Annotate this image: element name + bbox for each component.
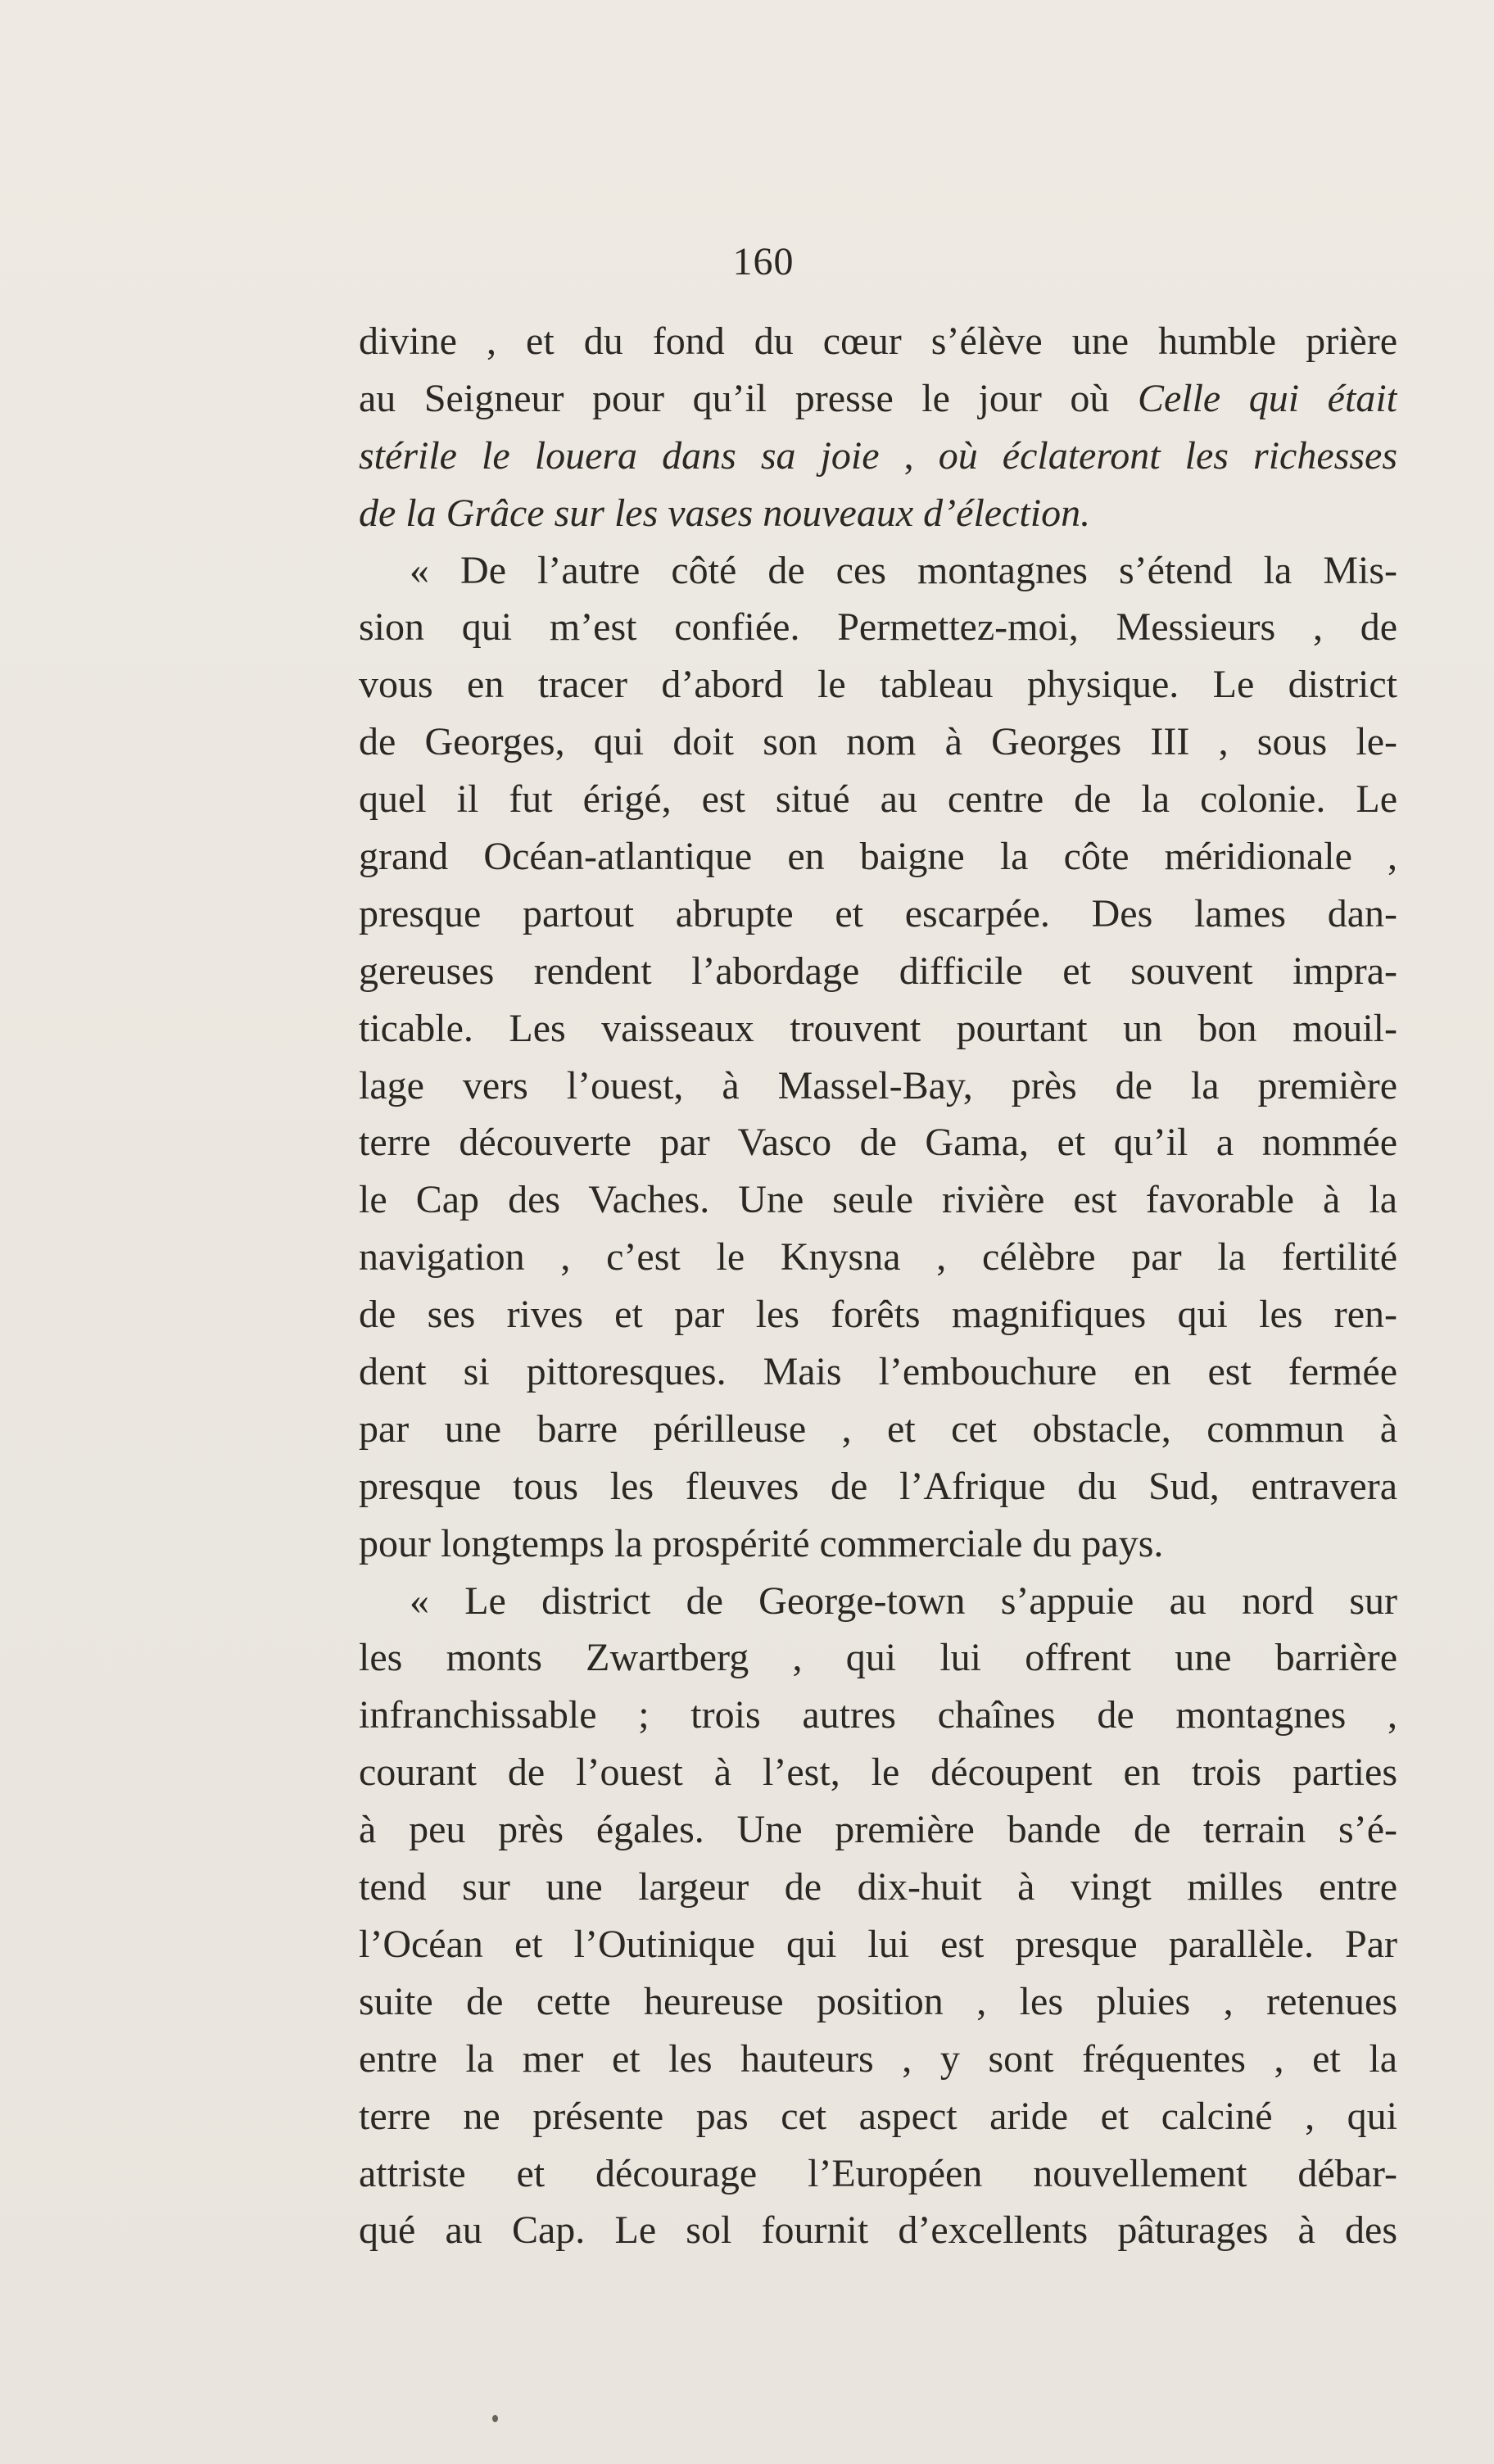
text-segment: terre découverte par Vasco de Gama, et qu’il a nommée — [359, 1121, 1397, 1165]
text-segment: suite de cette heureuse position , les pluies , retenues — [359, 1979, 1397, 2023]
text-segment: l’Océan et l’Outinique qui lui est presque parallèle. Par — [359, 1922, 1397, 1966]
text-line — [359, 1629, 1397, 1687]
text-segment: , — [879, 433, 939, 478]
text-line — [359, 828, 1397, 886]
text-line — [359, 1859, 1397, 1916]
text-segment: pour longtemps la prospérité commerciale du pays. — [359, 1521, 1164, 1565]
text-line — [359, 2202, 1397, 2259]
text-segment: au Seigneur pour qu’il presse le jour où — [359, 376, 1138, 420]
text-line — [359, 1801, 1397, 1859]
text-segment: à peu près égales. Une première bande de terrain s’é- — [359, 1808, 1397, 1852]
text-segment: tend sur une largeur de dix-huit à vingt milles entre — [359, 1865, 1397, 1909]
text-line — [359, 1058, 1397, 1115]
text-line — [359, 370, 1397, 428]
text-line — [359, 2145, 1397, 2203]
text-segment: gereuses rendent l’abordage difficile et souvent impra- — [359, 949, 1397, 993]
text-line — [359, 1744, 1397, 1801]
text-segment: lage vers l’ouest, à Massel-Bay, près de la première — [359, 1063, 1397, 1107]
text-line — [359, 1687, 1397, 1744]
text-line — [359, 2031, 1397, 2088]
text-segment: le Cap des Vaches. Une seule rivière est favorable à la — [359, 1178, 1397, 1222]
text-segment: terre ne présente pas cet aspect aride et calciné , qui — [359, 2094, 1397, 2138]
text-line — [359, 886, 1397, 943]
text-line — [359, 1515, 1397, 1573]
text-line — [359, 313, 1397, 370]
text-line — [359, 1916, 1397, 1973]
text-segment: presque tous les fleuves de l’Afrique du Sud, entravera — [359, 1464, 1397, 1508]
text-line — [359, 771, 1397, 828]
text-line — [359, 1973, 1397, 2031]
italic-text: où éclateront les richesses — [938, 433, 1397, 478]
text-line — [359, 1343, 1397, 1401]
text-segment: presque partout abrupte et escarpée. Des lames dan- — [359, 891, 1397, 935]
text-line — [359, 1114, 1397, 1171]
text-segment: infranchissable ; trois autres chaînes de montagnes , — [359, 1693, 1397, 1737]
text-line — [359, 599, 1397, 656]
text-segment: de ses rives et par les forêts magnifiques qui les ren- — [359, 1293, 1397, 1337]
text-segment: ticable. Les vaisseaux trouvent pourtant un bon mouil- — [359, 1006, 1397, 1050]
text-segment: vous en tracer d’abord le tableau physique. Le district — [359, 663, 1397, 707]
text-line — [359, 1286, 1397, 1343]
text-segment: « De l’autre côté de ces montagnes s’étend la Mis- — [410, 548, 1397, 592]
text-segment: divine , et du fond du cœur s’élève une humble prière — [359, 319, 1397, 363]
text-segment: de Georges, qui doit son nom à Georges III , sous le- — [359, 720, 1397, 764]
text-line — [359, 1229, 1397, 1286]
text-line — [359, 713, 1397, 771]
text-line — [359, 1000, 1397, 1058]
text-line — [359, 1171, 1397, 1229]
text-line — [359, 542, 1397, 600]
text-line — [359, 2088, 1397, 2145]
italic-text: de la Grâce sur les vases nouveaux d’élection. — [359, 491, 1091, 535]
text-segment: navigation , c’est le Knysna , célèbre par la fertilité — [359, 1235, 1397, 1280]
italic-text: Celle qui était — [1137, 376, 1397, 420]
text-line — [359, 485, 1397, 542]
text-line — [359, 428, 1397, 485]
text-line — [359, 656, 1397, 713]
text-segment: courant de l’ouest à l’est, le découpent en trois parties — [359, 1751, 1397, 1795]
text-segment: par une barre périlleuse , et cet obstacle, commun à — [359, 1406, 1397, 1451]
text-line — [359, 1573, 1397, 1630]
text-segment: quel il fut érigé, est situé au centre de la colonie. Le — [359, 777, 1397, 822]
text-line — [359, 943, 1397, 1000]
text-segment: entre la mer et les hauteurs , y sont fréquentes , et la — [359, 2036, 1397, 2081]
text-line — [359, 1401, 1397, 1458]
page-number: 160 — [732, 240, 795, 283]
text-segment: grand Océan-atlantique en baigne la côte méridionale , — [359, 835, 1397, 879]
body-text — [359, 313, 1397, 2259]
text-segment: dent si pittoresques. Mais l’embouchure en est fermée — [359, 1350, 1397, 1394]
text-line — [359, 1458, 1397, 1515]
text-segment: qué au Cap. Le sol fournit d’excellents pâturages à des — [359, 2208, 1397, 2253]
text-segment: « Le district de George-town s’appuie au nord sur — [410, 1578, 1397, 1623]
ink-speck — [492, 2415, 498, 2422]
text-segment: les monts Zwartberg , qui lui offrent une barrière — [359, 1636, 1397, 1680]
text-segment: sion qui m’est confiée. Permettez-moi, Messieurs , de — [359, 605, 1397, 650]
italic-text: stérile le louera dans sa joie — [359, 433, 880, 478]
text-segment: attriste et décourage l’Européen nouvellement débar- — [359, 2151, 1397, 2195]
